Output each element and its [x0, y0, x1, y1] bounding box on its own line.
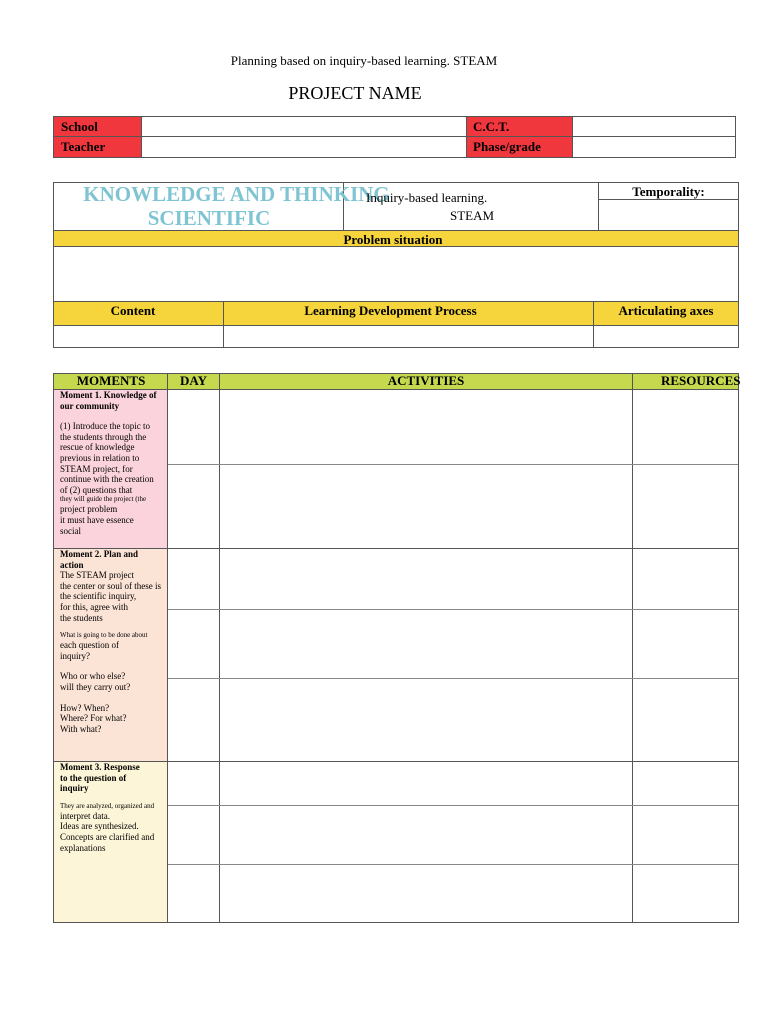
day-cell[interactable] [169, 550, 218, 608]
resources-cell[interactable] [634, 763, 737, 804]
moment2-line: inquiry? [60, 650, 90, 661]
resources-cell[interactable] [634, 550, 737, 608]
moment1-line: continue with the creation [60, 474, 154, 485]
field-title-line2: SCIENTIFIC [147, 206, 271, 230]
resources-column-header: RESOURCES [661, 373, 741, 388]
content-label: Content [110, 303, 156, 318]
activities-cell[interactable] [221, 763, 631, 804]
activities-cell[interactable] [221, 680, 631, 760]
moment3-title: to the question of [60, 772, 127, 783]
cct-label: C.C.T. [473, 119, 510, 134]
activities-cell[interactable] [221, 391, 631, 463]
moment3-line: Concepts are clarified and [60, 831, 155, 842]
resources-cell[interactable] [634, 391, 737, 463]
resources-cell[interactable] [634, 807, 737, 863]
moment2-line: the students [60, 612, 103, 623]
activities-cell[interactable] [221, 550, 631, 608]
moment2-line: Who or who else? [60, 671, 126, 682]
day-cell[interactable] [169, 866, 218, 921]
moment1-line: it must have essence [60, 514, 134, 525]
moment2-line: will they carry out? [60, 681, 131, 692]
activities-cell[interactable] [221, 466, 631, 547]
teacher-label: Teacher [61, 139, 106, 154]
day-cell[interactable] [169, 807, 218, 863]
temporality-value-field[interactable] [600, 201, 737, 229]
moment2-line: the center or soul of these is [60, 580, 161, 591]
day-cell[interactable] [169, 611, 218, 677]
moment2-tiny-line: What is going to be done about [60, 631, 148, 640]
moment1-line: social [60, 525, 81, 536]
moment3-line: Ideas are synthesized. [60, 821, 139, 832]
problem-situation-label: Problem situation [343, 232, 443, 247]
resources-cell[interactable] [634, 866, 737, 921]
project-name-title: PROJECT NAME [288, 83, 422, 103]
moment1-line: rescue of knowledge [60, 442, 135, 453]
day-cell[interactable] [169, 391, 218, 463]
resources-cell[interactable] [634, 611, 737, 677]
moment2-line: for this, agree with [60, 601, 128, 612]
moment1-line: of (2) questions that [60, 484, 133, 495]
activities-cell[interactable] [221, 611, 631, 677]
moment3-title: inquiry [60, 783, 89, 794]
moments-column-header: MOMENTS [76, 373, 146, 388]
moment3-description [60, 762, 168, 853]
school-label: School [61, 119, 98, 134]
moment1-tiny-line: they will guide the project (the [60, 495, 147, 504]
day-cell[interactable] [169, 763, 218, 804]
moment3-line: interpret data. [60, 810, 110, 821]
resources-cell[interactable] [634, 466, 737, 547]
temporality-label: Temporality: [632, 184, 705, 199]
day-cell[interactable] [169, 466, 218, 547]
articulating-axes-label: Articulating axes [618, 303, 714, 318]
page-subtitle: Planning based on inquiry-based learning. STEAM [230, 53, 498, 68]
phase-grade-value-field[interactable] [574, 138, 734, 156]
moment2-description [60, 549, 168, 734]
day-column-header: DAY [180, 373, 207, 388]
moment2-line: The STEAM project [60, 570, 134, 581]
moment3-tiny-line: They are analyzed, organized and [60, 801, 155, 810]
approach-line1: Inquiry-based learning. [366, 190, 488, 205]
moment2-title: Moment 2. Plan and [60, 549, 139, 559]
teacher-value-field[interactable] [143, 138, 465, 156]
moment2-title: action [60, 559, 84, 570]
learning-development-process-field[interactable] [225, 327, 592, 346]
moment1-description [60, 390, 168, 536]
problem-situation-field[interactable] [55, 248, 737, 300]
moment2-line: the scientific inquiry, [60, 591, 137, 602]
content-field[interactable] [55, 327, 222, 346]
moment2-line: How? When? [60, 702, 110, 713]
moment2-line: With what? [60, 723, 102, 734]
moment1-line: previous in relation to [60, 452, 140, 463]
moment1-title: Moment 1. Knowledge of our community [60, 390, 157, 411]
phase-grade-label: Phase/grade [473, 139, 541, 154]
moment1-line: STEAM project, for [60, 463, 133, 474]
moment2-line: each question of [60, 640, 119, 651]
cct-value-field[interactable] [574, 118, 734, 135]
activities-column-header: ACTIVITIES [387, 373, 465, 388]
moment3-title: Moment 3. Response [60, 762, 140, 772]
activities-cell[interactable] [221, 807, 631, 863]
moment3-line: explanations [60, 842, 106, 853]
moment1-line: project problem [60, 504, 118, 515]
learning-development-process-label: Learning Development Process [304, 303, 477, 318]
approach-line2: STEAM [450, 208, 495, 223]
field-title-line1: KNOWLEDGE AND THINKING [83, 182, 390, 206]
resources-cell[interactable] [634, 680, 737, 760]
articulating-axes-field[interactable] [595, 327, 737, 346]
moment1-line: (1) Introduce the topic to [60, 421, 150, 432]
school-value-field[interactable] [143, 118, 465, 135]
activities-cell[interactable] [221, 866, 631, 921]
day-cell[interactable] [169, 680, 218, 760]
moment2-line: Where? For what? [60, 713, 127, 724]
moment1-line: the students through the [60, 431, 147, 442]
